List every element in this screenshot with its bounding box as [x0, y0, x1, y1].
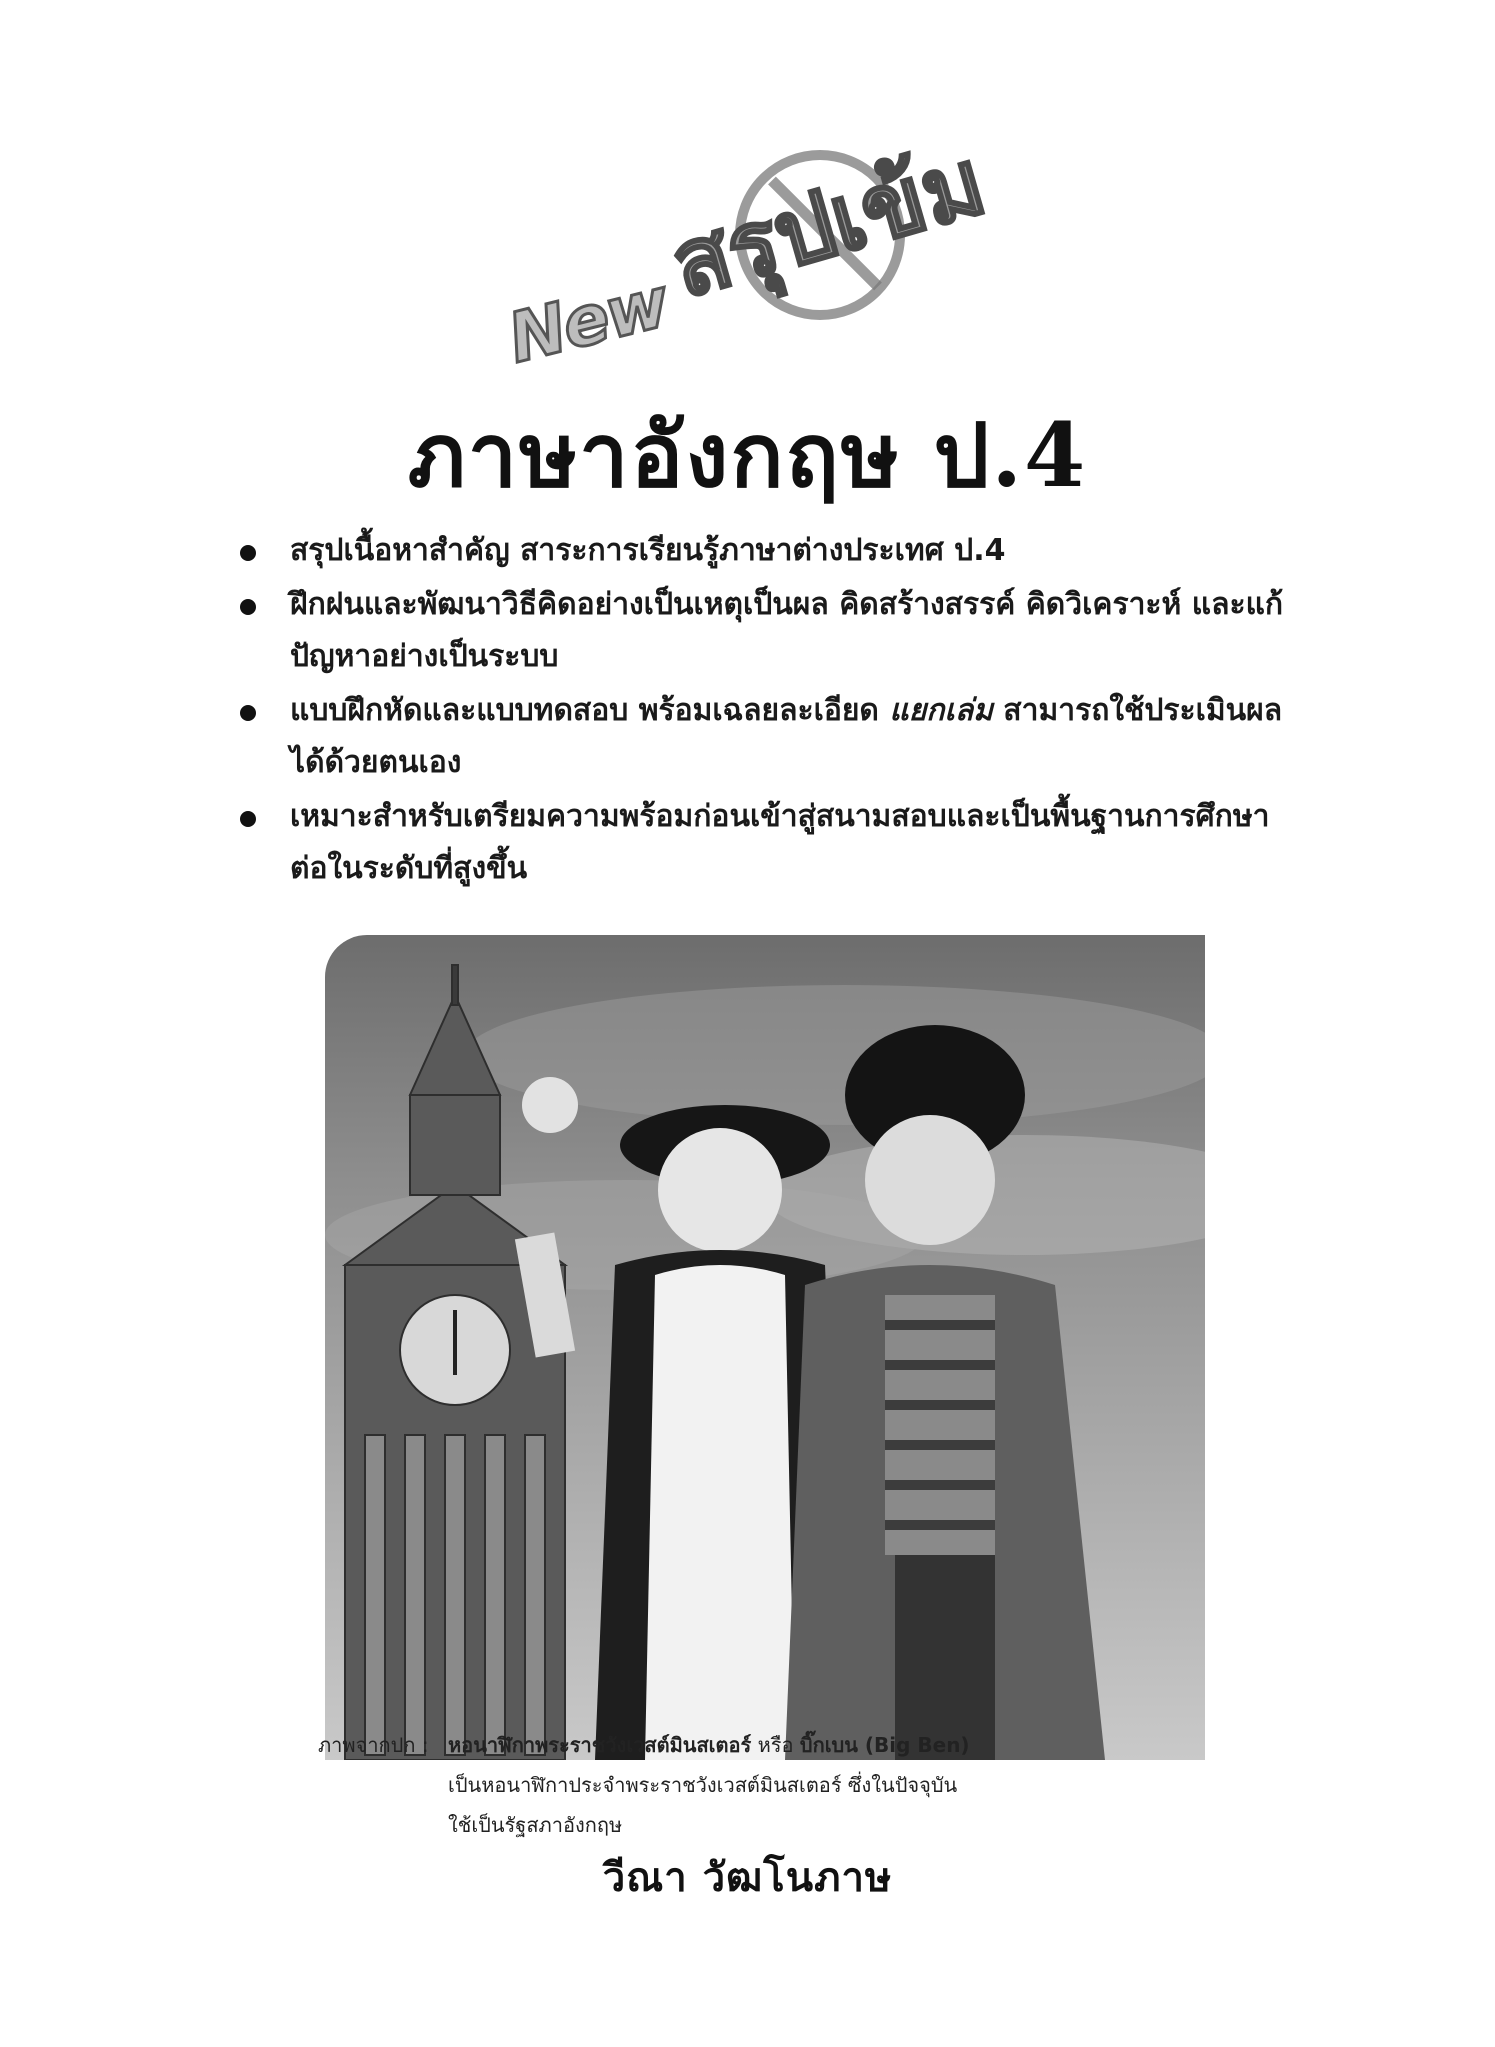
feature-text-italic: แยกเล่ม [889, 693, 993, 728]
feature-item [240, 579, 1300, 683]
book-title: ภาษาอังกฤษ ป.4 [407, 403, 1088, 507]
logo-new-text: New [500, 263, 676, 379]
feature-text-before: แบบฝึกหัดและแบบทดสอบ พร้อมเฉลยละเอียด [290, 693, 890, 728]
feature-text: สรุปเนื้อหาสำคัญ สาระการเรียนรู้ภาษาต่างประเทศ ป.4 [290, 533, 1006, 568]
bullet-icon [240, 811, 256, 827]
bullet-icon [240, 545, 256, 561]
feature-text: ฝึกฝนและพัฒนาวิธีคิดอย่างเป็นเหตุเป็นผล คิดสร้างสรรค์ คิดวิเคราะห์ และแก้ปัญหาอย่างเป็นระบบ [290, 587, 1284, 674]
bullet-icon [240, 705, 256, 721]
feature-list [240, 525, 1300, 897]
feature-item [240, 685, 1300, 789]
feature-item [240, 791, 1300, 895]
caption-line-2: เป็นหอนาฬิกาประจำพระราชวังเวสต์มินสเตอร์ ซึ่งในปัจจุบัน [448, 1773, 958, 1797]
author-name: วีณา วัฒโนภาษ [602, 1854, 893, 1901]
logo-series-title: สรุปเข้ม [660, 127, 997, 319]
bullet-icon [240, 599, 256, 615]
feature-item [240, 525, 1300, 577]
caption-bold-name: หอนาฬิกาพระราชวังเวสต์มินสเตอร์ [448, 1733, 752, 1757]
feature-text: เหมาะสำหรับเตรียมความพร้อมก่อนเข้าสู่สนามสอบและเป็นพื้นฐานการศึกษาต่อในระดับที่สูงขึ้น [290, 799, 1270, 886]
boy-figure [785, 1025, 1105, 1760]
caption-or: หรือ [751, 1733, 800, 1757]
caption-line-3: ใช้เป็นรัฐสภาอังกฤษ [448, 1813, 623, 1837]
feature-text-after: สามารถใช้ประเมินผลได้ด้วยตนเอง [290, 693, 1283, 780]
cover-caption [318, 1725, 970, 1845]
caption-bold-bigben: บิ๊กเบน (Big Ben) [799, 1733, 970, 1757]
cover-photo [325, 935, 1205, 1760]
caption-label: ภาพจากปก : [318, 1733, 429, 1757]
cover-photo-illustration [325, 935, 1205, 1760]
series-logo [500, 127, 997, 380]
